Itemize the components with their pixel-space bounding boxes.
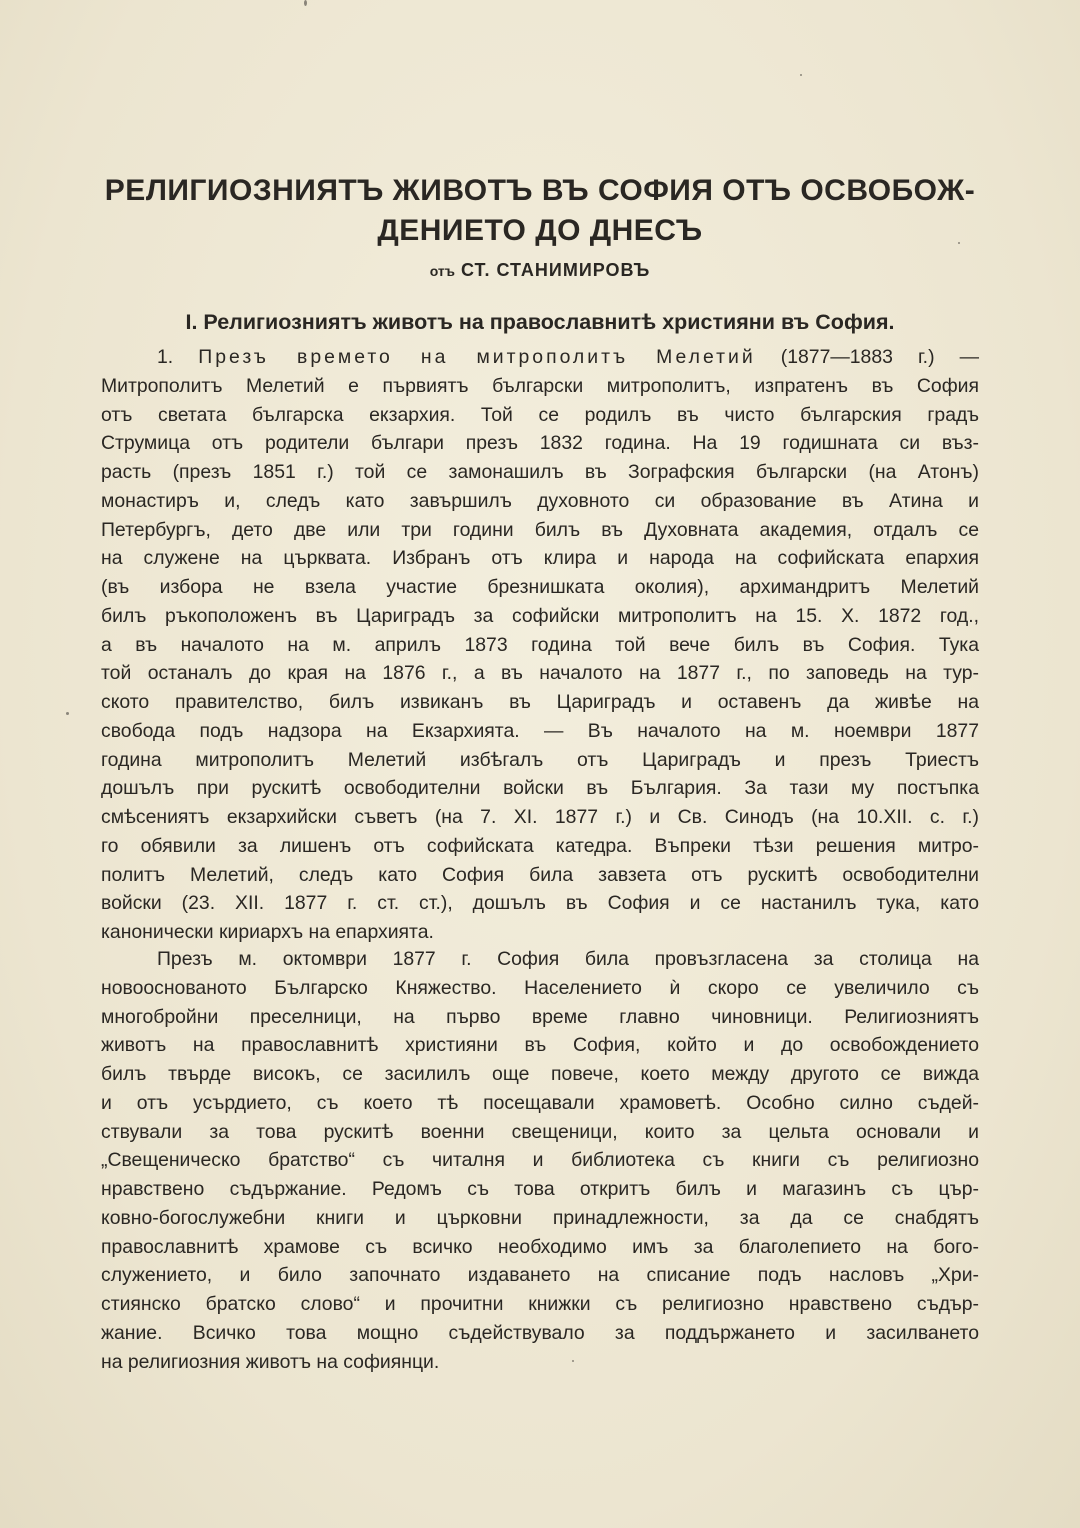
section-heading: I. Религиозниятъ животъ на православнитѣ християни въ София.: [185, 310, 895, 334]
article-title-line-2: ДЕНИЕТО ДО ДНЕСЪ: [377, 214, 703, 247]
paragraph-1-line: той останалъ до края на 1876 г., а въ началото на 1877 г., по заповедь на тур-: [101, 662, 979, 685]
paragraph-1-line: монастиръ и, следъ като завършилъ духовното си образование въ Атина и: [101, 489, 979, 512]
paragraph-1-line: политъ Мелетий, следъ като София била завзета отъ рускитѣ освободителни: [101, 863, 979, 886]
paragraph-2-line: на религиозния животъ на софиянци.: [101, 1350, 440, 1373]
paragraph-1-line: ското правителство, билъ извиканъ въ Цариградъ и оставенъ да живѣе на: [101, 691, 979, 713]
author-byline: [100, 260, 980, 281]
paragraph-2-line: ствували за това рускитѣ военни свещеници, които за цельта основали и: [101, 1120, 979, 1143]
paragraph-2-line: новооснованото Българско Княжество. Населението ѝ скоро се увеличило съ: [101, 976, 979, 999]
paragraph-2-line: православнитѣ храмове съ всичко необходимо имъ за благолепието на бого-: [101, 1235, 979, 1258]
paragraph-1-line: свобода подъ надзора на Екзархията. — Въ началото на м. ноември 1877: [101, 719, 979, 742]
paragraph-1-line: година митрополитъ Мелетий избѣгалъ отъ Цариградъ и презъ Триестъ: [101, 748, 979, 771]
paragraph-2-line: „Свещеническо братство“ съ читалня и библиотека съ книги съ религиозно: [101, 1149, 979, 1172]
paragraph-1-lead-line: [101, 343, 979, 372]
paragraph-2-line: стиянско братско слово“ и прочитни книжки съ религиозно нравствено съдър-: [101, 1293, 979, 1315]
paragraph-1-line: смѣсениятъ екзархийски съветъ (на 7. XI. 1877 г.) и Св. Синодъ (на 10.XII. с. г.): [101, 806, 979, 828]
paragraph-2-line: Презъ м. октомври 1877 г. София била провъзгласена за столица на: [157, 948, 979, 970]
paragraph-1-line: билъ ръкоположенъ въ Цариградъ за софийски митрополитъ на 15. X. 1872 год.,: [101, 604, 979, 627]
paragraph-1-line: Струмица отъ родители българи презъ 1832 година. На 19 годишната си въз-: [101, 432, 979, 455]
paragraph-1-line: Митрополитъ Мелетий е първиятъ български митрополитъ, изпратенъ въ София: [101, 374, 979, 397]
paragraph-1-line: дошълъ при рускитѣ освободителни войски въ България. За тази му постъпка: [101, 777, 979, 800]
paragraph-1-line: на служене на църквата. Избранъ отъ клира и народа на софийската епархия: [101, 547, 979, 570]
article-title-line-1: РЕЛИГИОЗНИЯТЪ ЖИВОТЪ ВЪ СОФИЯ ОТЪ ОСВОБОЖ-: [104, 174, 976, 207]
scan-speck: [800, 74, 802, 76]
lead-spaced-text: Презъ времето на митрополитъ Мелетий: [198, 346, 756, 368]
paragraph-1-line: отъ светата българска екзархия. Той се родилъ въ чисто българския градъ: [101, 403, 979, 426]
paragraph-1-line: канонически кириархъ на епархията.: [101, 921, 434, 943]
scan-speck: [572, 1360, 574, 1362]
paragraph-1-line: (въ избора не взела участие брезнишката околия), архимандритъ Мелетий: [101, 576, 979, 598]
author-name: СТ. СТАНИМИРОВЪ: [460, 260, 651, 280]
paragraph-1-line: го обявили за лишенъ отъ софийската катедра. Въпреки тѣзи решения митро-: [101, 834, 979, 857]
paragraph-1-line: Петербургъ, дето две или три години билъ въ Духовната академия, отдалъ се: [101, 518, 979, 541]
paragraph-2-line: билъ твърде високъ, се засилилъ още повече, което между другото се вижда: [101, 1063, 979, 1085]
author-prefix: отъ: [429, 263, 455, 279]
paragraph-1-line: войски (23. XII. 1877 г. ст. ст.), дошълъ въ София и се настанилъ тука, като: [101, 892, 979, 915]
paragraph-1-line: расть (презъ 1851 г.) той се замонашилъ въ Зографския български (на Атонъ): [101, 461, 979, 483]
paragraph-2-line: животъ на православнитѣ християни въ София, който и до освобождението: [101, 1034, 979, 1057]
scan-speck: [66, 712, 69, 715]
paragraph-2-line: ковно-богослужебни книги и църковни принадлежности, за да се снабдятъ: [101, 1206, 979, 1229]
lead-number: 1.: [157, 346, 174, 368]
paragraph-2-line: жание. Всичко това мощно съдействувало за поддържането и засилването: [101, 1321, 979, 1344]
scan-speck: [304, 0, 307, 6]
paragraph-2: [101, 945, 979, 1376]
paragraph-2-line: многобройни преселници, на първо време главно чиновници. Религиозниятъ: [101, 1005, 979, 1028]
paragraph-2-line: и отъ усърдието, съ което тѣ посещавали храмоветѣ. Особно силно съдей-: [101, 1091, 979, 1114]
paragraph-1: [101, 343, 979, 947]
scan-speck: [958, 242, 960, 244]
paragraph-2-line: служението, и било започнато издаването на списание подъ насловъ „Хри-: [101, 1264, 979, 1287]
lead-rest-text: (1877—1883 г.) —: [780, 346, 979, 368]
paragraph-2-line: нравствено съдържание. Редомъ съ това откритъ билъ и магазинъ съ цър-: [101, 1178, 979, 1200]
paragraph-1-line: а въ началото на м. априлъ 1873 година той вече билъ въ София. Тука: [101, 633, 979, 656]
